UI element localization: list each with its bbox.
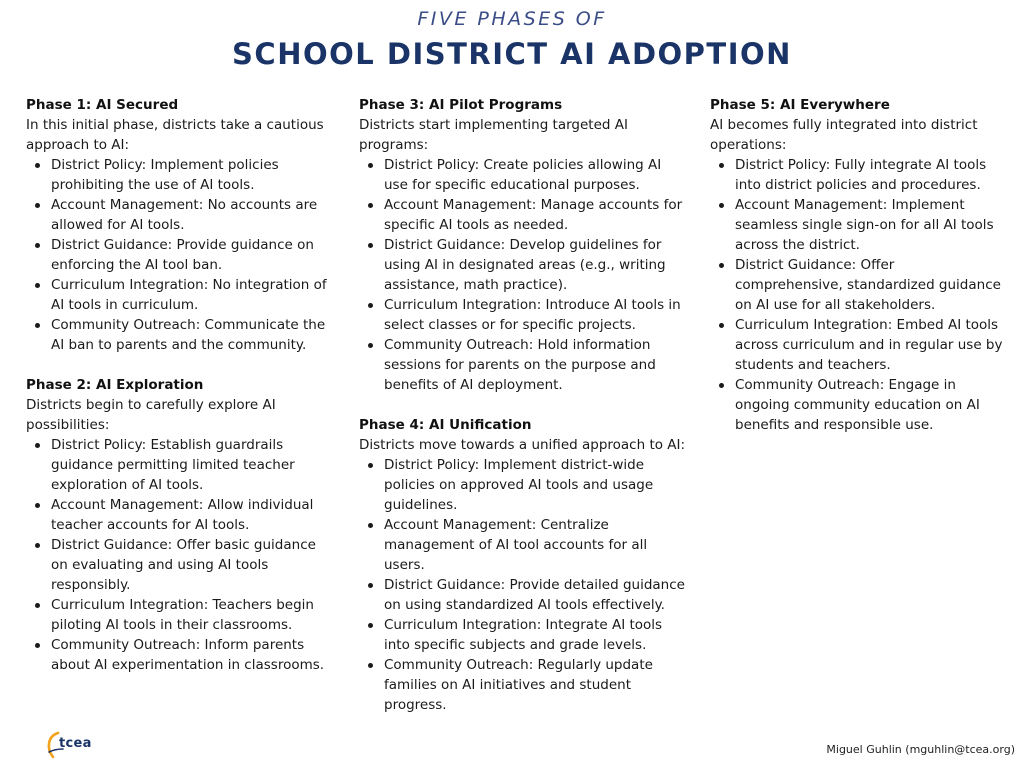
phase-item-list — [710, 155, 1006, 435]
phase-2-section — [26, 375, 332, 675]
list-item: District Policy: Implement district-wide policies on approved AI tools and usage guidelines. — [384, 455, 689, 515]
phase-title: Phase 2: AI Exploration — [26, 377, 204, 393]
list-item: Account Management: No accounts are allowed for AI tools. — [51, 195, 332, 235]
phase-intro: Districts begin to carefully explore AI possibilities: — [26, 397, 276, 433]
phase-item-list — [359, 155, 689, 395]
list-item: Account Management: Centralize management of AI tool accounts for all users. — [384, 515, 689, 575]
list-item: Curriculum Integration: Embed AI tools across curriculum and in regular use by students and teachers. — [735, 315, 1006, 375]
column-left — [26, 95, 332, 695]
list-item: District Policy: Fully integrate AI tools into district policies and procedures. — [735, 155, 1006, 195]
phase-intro: Districts move towards a unified approach to AI: — [359, 437, 686, 453]
list-item: Community Outreach: Inform parents about AI experimentation in classrooms. — [51, 635, 332, 675]
tcea-logo — [44, 730, 124, 760]
list-item: Community Outreach: Hold information sessions for parents on the purpose and benefits of AI deployment. — [384, 335, 689, 395]
column-right — [710, 95, 1006, 455]
phase-item-list — [26, 435, 332, 675]
logo-text: tcea — [59, 736, 92, 751]
phase-intro: Districts start implementing targeted AI programs: — [359, 117, 628, 153]
phase-title: Phase 4: AI Unification — [359, 417, 532, 433]
list-item: Curriculum Integration: No integration of AI tools in curriculum. — [51, 275, 332, 315]
list-item: District Guidance: Offer comprehensive, standardized guidance on AI use for all stakeholders. — [735, 255, 1006, 315]
list-item: Account Management: Implement seamless single sign-on for all AI tools across the district. — [735, 195, 1006, 255]
list-item: Community Outreach: Engage in ongoing community education on AI benefits and responsible use. — [735, 375, 1006, 435]
list-item: District Policy: Create policies allowing AI use for specific educational purposes. — [384, 155, 689, 195]
list-item: Curriculum Integration: Introduce AI tools in select classes or for specific projects. — [384, 295, 689, 335]
phase-title: Phase 3: AI Pilot Programs — [359, 97, 563, 113]
list-item: District Guidance: Provide detailed guidance on using standardized AI tools effectively. — [384, 575, 689, 615]
phase-3-section — [359, 95, 689, 395]
phase-title: Phase 1: AI Secured — [26, 97, 179, 113]
page-title: SCHOOL DISTRICT AI ADOPTION — [232, 37, 792, 71]
column-middle — [359, 95, 689, 735]
phase-4-section — [359, 415, 689, 715]
phase-1-section — [26, 95, 332, 355]
phase-item-list — [359, 455, 689, 715]
phase-intro: In this initial phase, districts take a cautious approach to AI: — [26, 117, 324, 153]
list-item: Account Management: Manage accounts for specific AI tools as needed. — [384, 195, 689, 235]
phase-5-section — [710, 95, 1006, 435]
list-item: Curriculum Integration: Teachers begin piloting AI tools in their classrooms. — [51, 595, 332, 635]
list-item: Community Outreach: Communicate the AI ban to parents and the community. — [51, 315, 332, 355]
list-item: District Policy: Establish guardrails guidance permitting limited teacher exploration of AI tools. — [51, 435, 332, 495]
phase-item-list — [26, 155, 332, 355]
list-item: Account Management: Allow individual teacher accounts for AI tools. — [51, 495, 332, 535]
author-credit: Miguel Guhlin (mguhlin@tcea.org) — [826, 743, 1015, 756]
phase-title: Phase 5: AI Everywhere — [710, 97, 890, 113]
page-subtitle: FIVE PHASES OF — [417, 8, 607, 30]
list-item: Community Outreach: Regularly update families on AI initiatives and student progress. — [384, 655, 689, 715]
list-item: District Guidance: Provide guidance on enforcing the AI tool ban. — [51, 235, 332, 275]
list-item: Curriculum Integration: Integrate AI tools into specific subjects and grade levels. — [384, 615, 689, 655]
list-item: District Guidance: Offer basic guidance on evaluating and using AI tools responsibly. — [51, 535, 332, 595]
list-item: District Policy: Implement policies prohibiting the use of AI tools. — [51, 155, 332, 195]
phase-intro: AI becomes fully integrated into district operations: — [710, 117, 978, 153]
list-item: District Guidance: Develop guidelines for using AI in designated areas (e.g., writing assistance, math practice). — [384, 235, 689, 295]
